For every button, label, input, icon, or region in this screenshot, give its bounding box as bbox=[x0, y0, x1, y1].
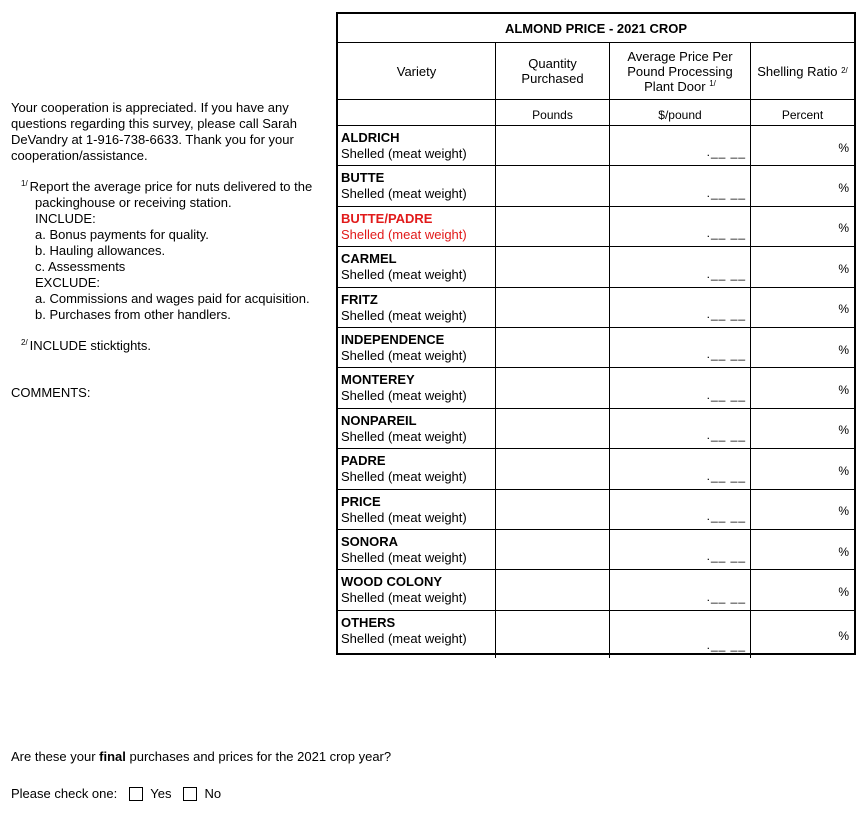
variety-name: MONTEREY bbox=[341, 372, 415, 388]
variety-cell bbox=[338, 288, 496, 327]
include-item: a. Bonus payments for quality. bbox=[35, 227, 209, 242]
no-option[interactable] bbox=[183, 786, 221, 801]
variety-cell bbox=[338, 490, 496, 529]
variety-sub: Shelled (meat weight) bbox=[341, 267, 467, 283]
variety-cell bbox=[338, 611, 496, 658]
price-blank: .__ __ bbox=[706, 185, 746, 200]
ratio-input-cell[interactable] bbox=[751, 530, 854, 569]
table-row bbox=[338, 166, 854, 206]
quantity-input-cell[interactable] bbox=[496, 368, 610, 407]
price-input-cell[interactable] bbox=[610, 328, 751, 367]
price-blank: .__ __ bbox=[706, 589, 746, 604]
percent-symbol: % bbox=[838, 181, 849, 196]
variety-name: BUTTE bbox=[341, 170, 385, 186]
table-row bbox=[338, 247, 854, 287]
ratio-input-cell[interactable] bbox=[751, 328, 854, 367]
variety-cell bbox=[338, 207, 496, 246]
table-body bbox=[338, 126, 854, 658]
price-input-cell[interactable] bbox=[610, 409, 751, 448]
include-item: c. Assessments bbox=[35, 259, 126, 274]
price-blank: .__ __ bbox=[706, 549, 746, 564]
variety-name: NONPAREIL bbox=[341, 412, 417, 428]
table-row bbox=[338, 328, 854, 368]
quantity-input-cell[interactable] bbox=[496, 409, 610, 448]
footnote-1-line1: Report the average price for nuts delivered to the bbox=[29, 179, 313, 194]
intro-text: Your cooperation is appreciated. If you have any questions regarding this survey, please call Sarah DeVandry at 1-916-738-6633. Thank you for your cooperation/assistance. bbox=[11, 100, 297, 163]
yes-checkbox[interactable] bbox=[129, 787, 143, 801]
footnote-1-line2: packinghouse or receiving station. bbox=[35, 195, 232, 210]
variety-sub: Shelled (meat weight) bbox=[341, 509, 467, 525]
header-quantity-text: Quantity Purchased bbox=[521, 56, 584, 86]
price-input-cell[interactable] bbox=[610, 247, 751, 286]
variety-cell bbox=[338, 570, 496, 609]
price-blank: .__ __ bbox=[706, 266, 746, 281]
variety-cell bbox=[338, 409, 496, 448]
include-label: INCLUDE: bbox=[35, 211, 96, 226]
variety-cell bbox=[338, 530, 496, 569]
units-variety bbox=[338, 100, 496, 125]
variety-sub: Shelled (meat weight) bbox=[341, 186, 467, 202]
variety-name: OTHERS bbox=[341, 614, 396, 630]
question-suffix: purchases and prices for the 2021 crop year? bbox=[125, 749, 392, 764]
quantity-input-cell[interactable] bbox=[496, 288, 610, 327]
price-input-cell[interactable] bbox=[610, 288, 751, 327]
no-checkbox[interactable] bbox=[183, 787, 197, 801]
price-blank: .__ __ bbox=[706, 637, 746, 652]
quantity-input-cell[interactable] bbox=[496, 570, 610, 609]
variety-cell bbox=[338, 449, 496, 488]
price-input-cell[interactable] bbox=[610, 449, 751, 488]
price-input-cell[interactable] bbox=[610, 490, 751, 529]
units-price: $/pound bbox=[610, 100, 751, 125]
table-row bbox=[338, 449, 854, 489]
quantity-input-cell[interactable] bbox=[496, 490, 610, 529]
table-row bbox=[338, 490, 854, 530]
table-row bbox=[338, 126, 854, 166]
price-blank: .__ __ bbox=[706, 226, 746, 241]
header-variety: Variety bbox=[338, 43, 496, 99]
variety-cell bbox=[338, 368, 496, 407]
ratio-input-cell[interactable] bbox=[751, 288, 854, 327]
table-row bbox=[338, 207, 854, 247]
variety-name: BUTTE/PADRE bbox=[341, 210, 433, 226]
ratio-input-cell[interactable] bbox=[751, 449, 854, 488]
ratio-input-cell[interactable] bbox=[751, 409, 854, 448]
percent-symbol: % bbox=[838, 383, 849, 398]
price-blank: .__ __ bbox=[706, 508, 746, 523]
units-quantity: Pounds bbox=[496, 100, 610, 125]
footnote-2-marker: 2/ bbox=[21, 338, 28, 347]
percent-symbol: % bbox=[838, 504, 849, 519]
percent-symbol: % bbox=[838, 585, 849, 600]
percent-symbol: % bbox=[838, 629, 849, 644]
variety-name: CARMEL bbox=[341, 251, 397, 267]
table-row bbox=[338, 570, 854, 610]
header-ratio bbox=[751, 43, 854, 99]
yes-label: Yes bbox=[150, 786, 172, 801]
ratio-input-cell[interactable] bbox=[751, 368, 854, 407]
footnote-1-marker: 1/ bbox=[21, 179, 28, 188]
check-one-group bbox=[11, 786, 221, 801]
percent-symbol: % bbox=[838, 463, 849, 478]
price-input-cell[interactable] bbox=[610, 126, 751, 165]
question-prefix: Are these your bbox=[11, 749, 100, 764]
header-price-text: Average Price Per Pound Processing Plant Door bbox=[627, 48, 733, 94]
table-row bbox=[338, 611, 854, 658]
footnote-2 bbox=[21, 338, 151, 354]
table-row bbox=[338, 288, 854, 328]
price-input-cell[interactable] bbox=[610, 166, 751, 205]
yes-option[interactable] bbox=[129, 786, 171, 801]
variety-name: SONORA bbox=[341, 533, 399, 549]
price-input-cell[interactable] bbox=[610, 570, 751, 609]
price-input-cell[interactable] bbox=[610, 611, 751, 658]
exclude-label: EXCLUDE: bbox=[35, 275, 101, 290]
variety-name: WOOD COLONY bbox=[341, 574, 443, 590]
table-row bbox=[338, 530, 854, 570]
quantity-input-cell[interactable] bbox=[496, 328, 610, 367]
variety-sub: Shelled (meat weight) bbox=[341, 226, 467, 242]
variety-sub: Shelled (meat weight) bbox=[341, 428, 467, 444]
variety-sub: Shelled (meat weight) bbox=[341, 146, 467, 161]
header-price bbox=[610, 43, 751, 99]
price-blank: .__ __ bbox=[706, 306, 746, 321]
variety-sub: Shelled (meat weight) bbox=[341, 307, 467, 323]
variety-name: PADRE bbox=[341, 453, 386, 469]
quantity-input-cell[interactable] bbox=[496, 530, 610, 569]
table-title: ALMOND PRICE - 2021 CROP bbox=[338, 14, 854, 43]
header-price-marker: 1/ bbox=[709, 78, 716, 88]
price-blank: .__ __ bbox=[706, 468, 746, 483]
ratio-input-cell[interactable] bbox=[751, 207, 854, 246]
ratio-input-cell[interactable] bbox=[751, 570, 854, 609]
price-input-cell[interactable] bbox=[610, 530, 751, 569]
ratio-input-cell[interactable] bbox=[751, 490, 854, 529]
check-label: Please check one: bbox=[11, 786, 118, 801]
exclude-item: a. Commissions and wages paid for acquisition. bbox=[35, 291, 310, 306]
header-ratio-marker: 2/ bbox=[841, 66, 848, 75]
percent-symbol: % bbox=[838, 261, 849, 276]
exclude-item: b. Purchases from other handlers. bbox=[35, 307, 231, 322]
quantity-input-cell[interactable] bbox=[496, 611, 610, 658]
percent-symbol: % bbox=[838, 302, 849, 317]
units-ratio: Percent bbox=[781, 108, 824, 122]
quantity-input-cell[interactable] bbox=[496, 449, 610, 488]
ratio-input-cell[interactable] bbox=[751, 247, 854, 286]
variety-name: PRICE bbox=[341, 493, 381, 509]
quantity-input-cell[interactable] bbox=[496, 166, 610, 205]
include-item: b. Hauling allowances. bbox=[35, 243, 166, 258]
variety-sub: Shelled (meat weight) bbox=[341, 590, 467, 606]
variety-sub: Shelled (meat weight) bbox=[341, 630, 467, 646]
comments-label: COMMENTS: bbox=[11, 385, 91, 400]
ratio-input-cell[interactable] bbox=[751, 126, 854, 165]
question-bold: final bbox=[99, 749, 126, 764]
price-input-cell[interactable] bbox=[610, 368, 751, 407]
variety-name: ALDRICH bbox=[341, 130, 400, 145]
price-blank: .__ __ bbox=[706, 347, 746, 362]
price-blank: .__ __ bbox=[706, 428, 746, 443]
variety-sub: Shelled (meat weight) bbox=[341, 549, 467, 565]
percent-symbol: % bbox=[838, 342, 849, 357]
quantity-input-cell[interactable] bbox=[496, 247, 610, 286]
variety-cell bbox=[338, 126, 496, 165]
variety-sub: Shelled (meat weight) bbox=[341, 469, 467, 485]
final-question bbox=[11, 749, 391, 764]
quantity-input-cell[interactable] bbox=[496, 207, 610, 246]
table-row bbox=[338, 368, 854, 408]
variety-sub: Shelled (meat weight) bbox=[341, 347, 467, 363]
percent-symbol: % bbox=[838, 140, 849, 155]
variety-name: FRITZ bbox=[341, 291, 378, 307]
header-quantity bbox=[496, 43, 610, 99]
variety-cell bbox=[338, 166, 496, 205]
table-header-row bbox=[338, 43, 854, 100]
table-row bbox=[338, 409, 854, 449]
no-label: No bbox=[204, 786, 222, 801]
variety-sub: Shelled (meat weight) bbox=[341, 388, 467, 404]
footnote-2-text: INCLUDE sticktights. bbox=[29, 338, 152, 353]
price-blank: .__ __ bbox=[706, 387, 746, 402]
percent-symbol: % bbox=[838, 544, 849, 559]
footnote-1 bbox=[21, 179, 343, 323]
quantity-input-cell[interactable] bbox=[496, 126, 610, 165]
price-blank: .__ __ bbox=[706, 145, 746, 160]
ratio-input-cell[interactable] bbox=[751, 611, 854, 658]
variety-name: INDEPENDENCE bbox=[341, 331, 445, 347]
almond-price-table bbox=[336, 12, 856, 655]
price-input-cell[interactable] bbox=[610, 207, 751, 246]
header-ratio-text: Shelling Ratio bbox=[757, 63, 838, 79]
variety-cell bbox=[338, 247, 496, 286]
percent-symbol: % bbox=[838, 423, 849, 438]
ratio-input-cell[interactable] bbox=[751, 166, 854, 205]
table-units-row bbox=[338, 100, 854, 126]
percent-symbol: % bbox=[838, 221, 849, 236]
variety-cell bbox=[338, 328, 496, 367]
